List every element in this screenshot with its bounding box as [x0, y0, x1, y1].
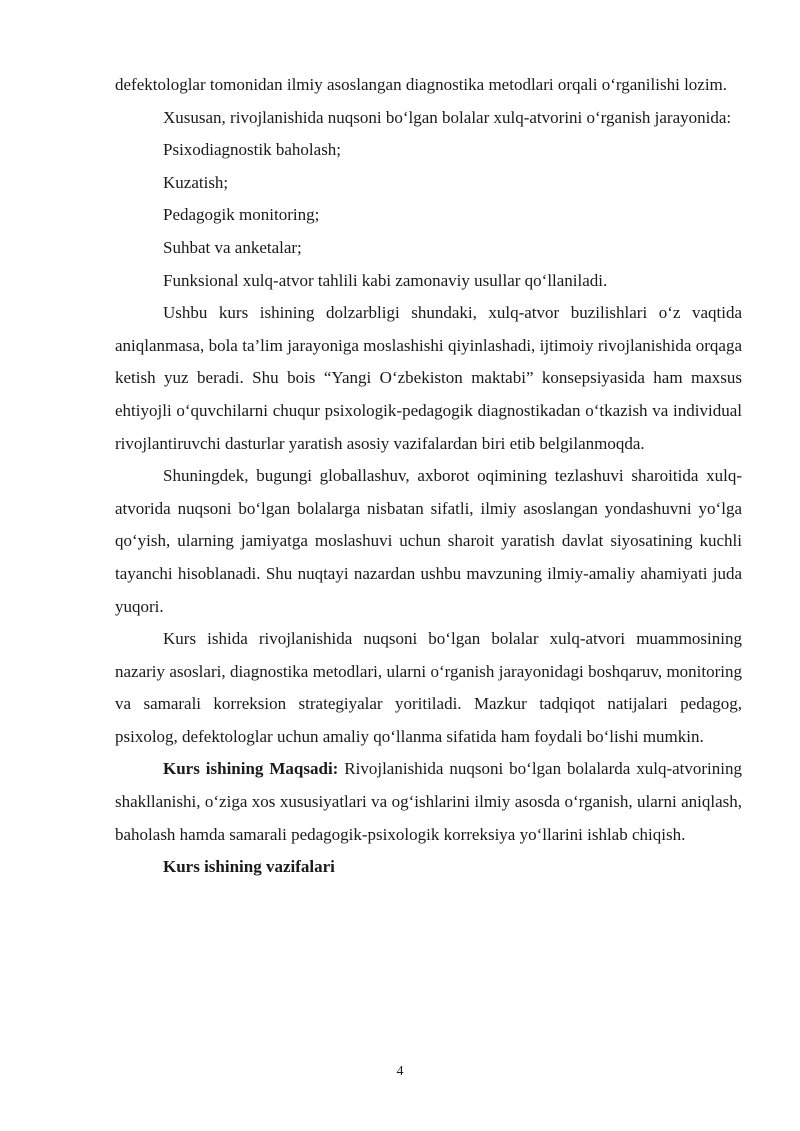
paragraph-globalization: Shuningdek, bugungi globallashuv, axborot oqimining tezlashuvi sharoitida xulq-atvorida nuqsoni bo‘lgan bolalarga nisbatan sifatli, ilmiy asoslangan yondashuvni yo‘lga qo‘yish, ularning jamiyatga moslashuvi uchun sharoit yaratish davlat siyosatining kuchli tayanchi hisoblanadi. Shu nuqtayi nazardan ushbu mavzuning ilmiy-amaliy ahamiyati juda yuqori. — [115, 466, 742, 616]
method-item: Pedagogik monitoring; — [163, 205, 320, 225]
goal-text: Rivojlanishida nuqsoni bo‘lgan bolalarda xulq-atvorining shakllanishi, o‘ziga xos xususiyatlari va og‘ishlarini ilmiy asosda o‘rganish, ularni aniqlash, baholash hamda samarali pedagogik-psixologik korreksiya yo‘llarini ishlab chiqish. — [115, 759, 742, 844]
page-number: 4 — [396, 1064, 404, 1079]
method-item: Funksional xulq-atvor tahlili kabi zamonaviy usullar qo‘llaniladi. — [163, 270, 608, 290]
method-item: Psixodiagnostik baholash; — [163, 140, 342, 160]
paragraph-relevance: Ushbu kurs ishining dolzarbligi shundaki, xulq-atvor buzilishlari o‘z vaqtida aniqlanmasa, bola ta’lim jarayoniga moslashishi qiyinlashadi, ijtimoiy rivojlanishida orqaga ketish yuz beradi. Shu bois “Yangi O‘zbekiston maktabi” konsepsiyasida ham maxsus ehtiyojli o‘quvchilarni chuqur psixologik-pedagogik diagnostikadan o‘tkazish va individual rivojlantiruvchi dasturlar yaratish asosiy vazifalardan biri etib belgilanmoqda. — [115, 303, 742, 453]
method-item: Kuzatish; — [163, 172, 229, 192]
goal-label: Kurs ishining Maqsadi: — [163, 759, 339, 779]
paragraph-content-overview: Kurs ishida rivojlanishida nuqsoni bo‘lgan bolalar xulq-atvori muammosining nazariy asoslari, diagnostika metodlari, ularni o‘rganish jarayonidagi boshqaruv, monitoring va samarali korreksion strategiyalar yoritiladi. Mazkur tadqiqot natijalari pedagog, psixolog, defektologlar uchun amaliy qo‘llanma sifatida ham foydali bo‘lishi mumkin. — [115, 629, 742, 746]
method-item: Suhbat va anketalar; — [163, 237, 302, 257]
paragraph-intro-continuation: defektologlar tomonidan ilmiy asoslangan diagnostika metodlari orqali o‘rganilishi lozim. — [115, 75, 728, 94]
tasks-heading: Kurs ishining vazifalari — [163, 857, 335, 877]
document-body — [115, 69, 742, 884]
paragraph-methods-intro: Xususan, rivojlanishida nuqsoni bo‘lgan bolalar xulq-atvorini o‘rganish jarayonida: — [163, 107, 732, 127]
paragraph-goal — [115, 753, 742, 851]
